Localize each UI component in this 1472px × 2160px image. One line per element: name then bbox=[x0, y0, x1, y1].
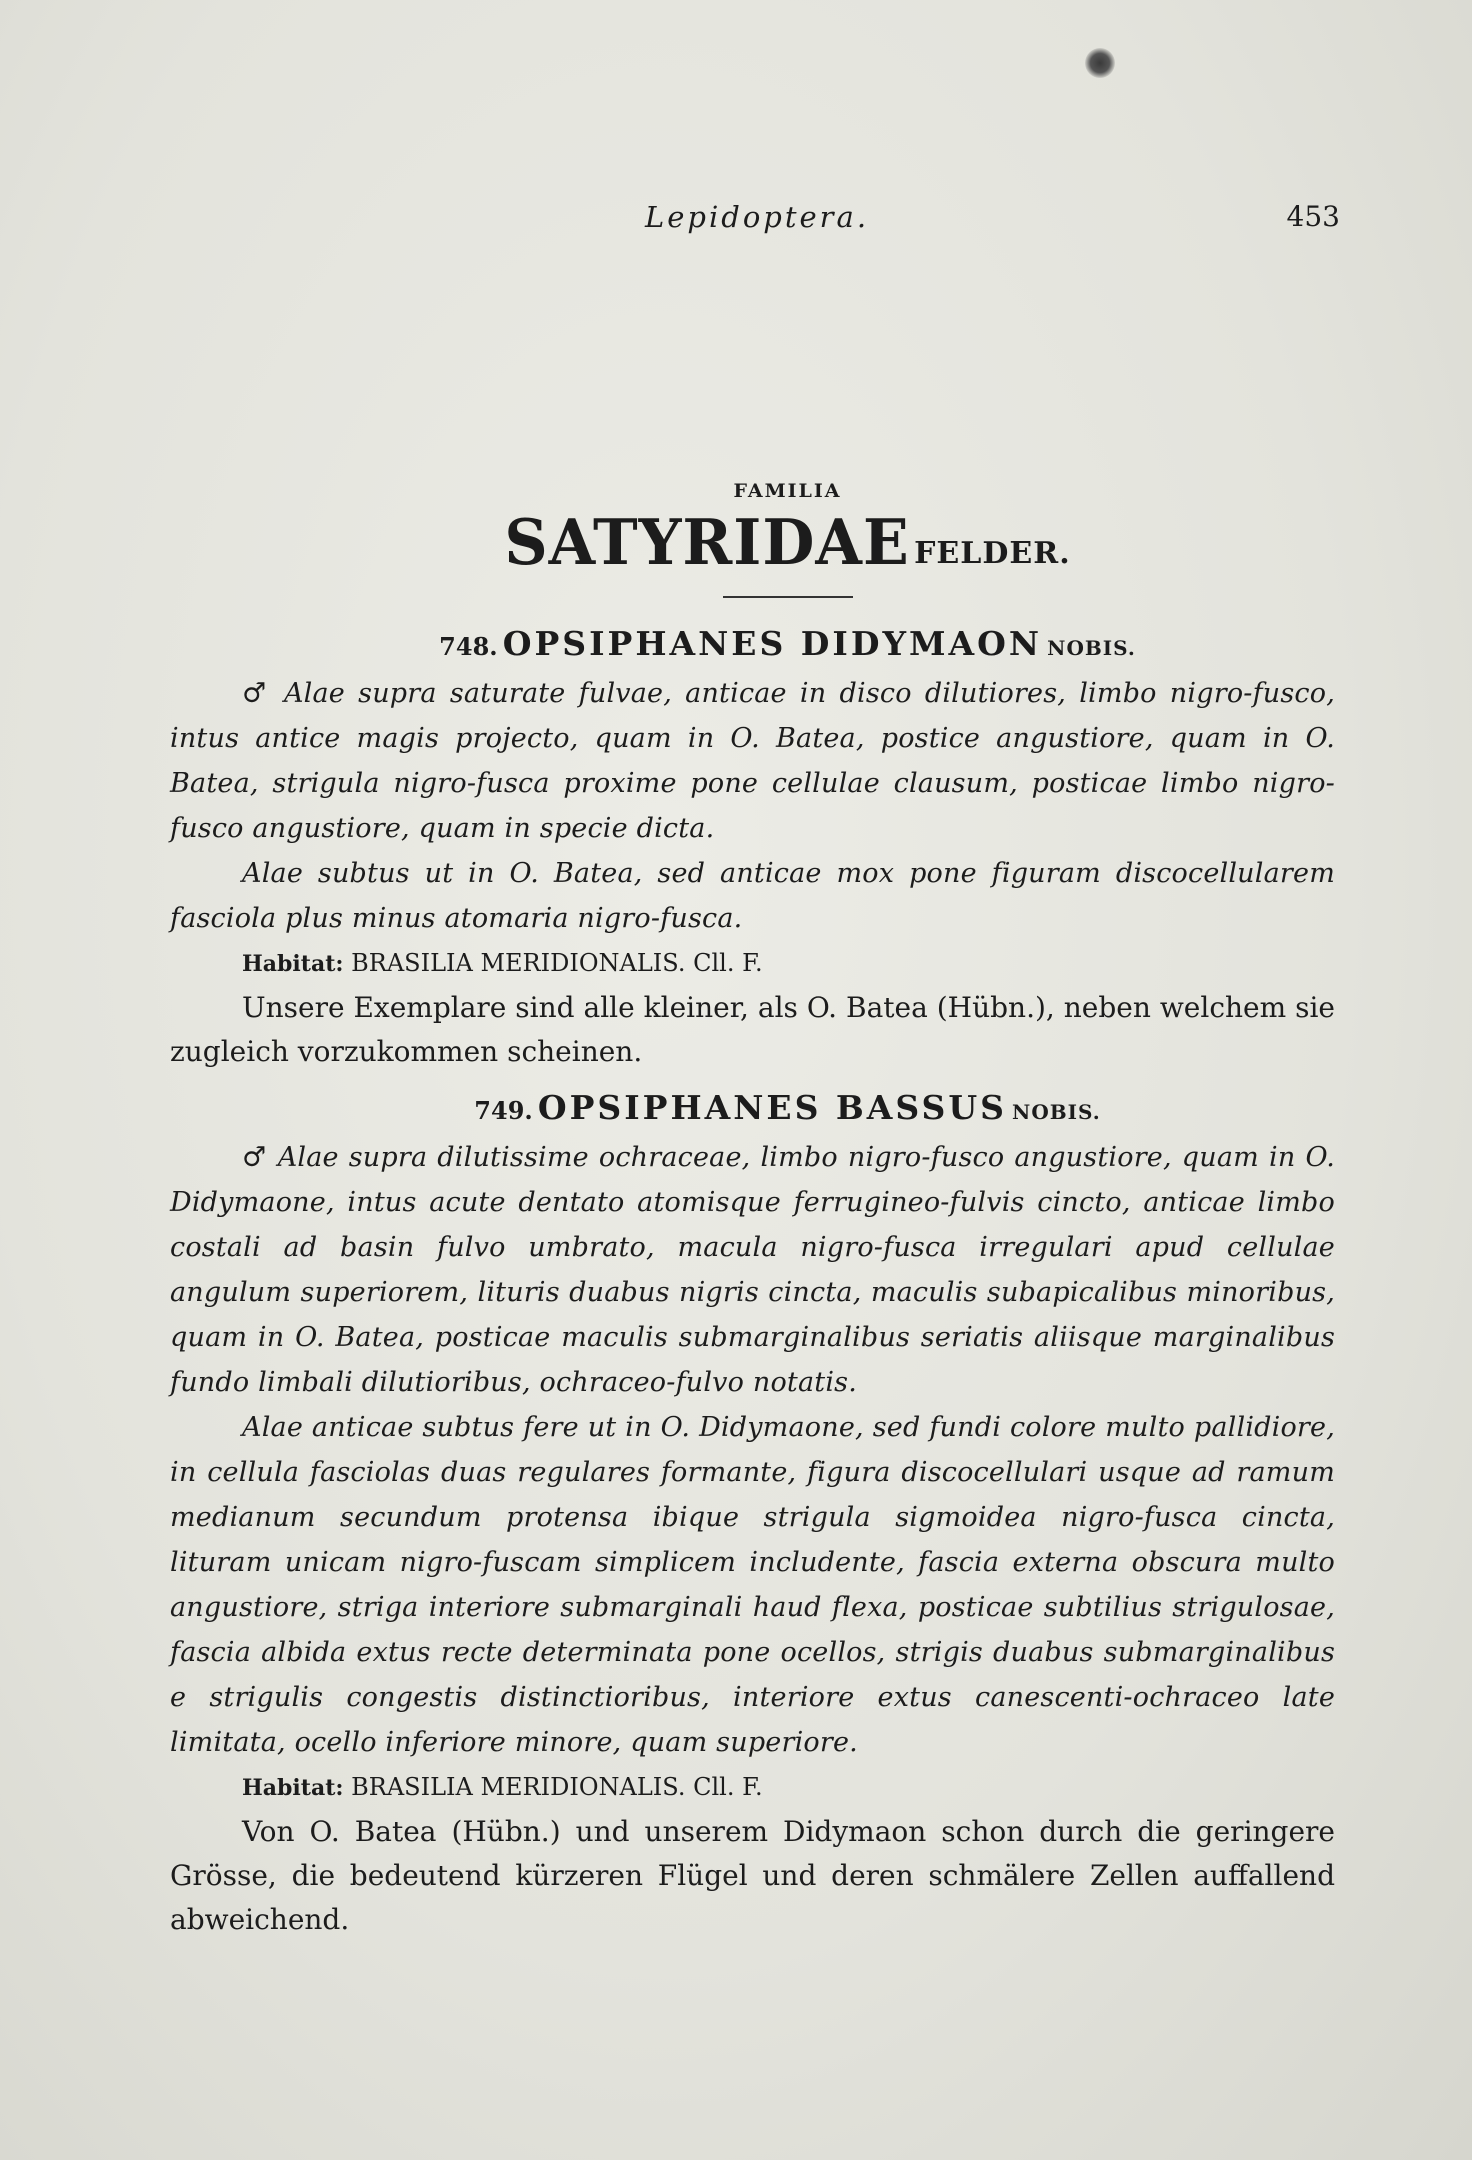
body-text bbox=[170, 480, 1335, 1942]
species-note: Unsere Exemplare sind alle kleiner, als O. Batea (Hübn.), neben welchem sie zugleich vorzukommen scheinen. bbox=[170, 991, 1335, 1068]
page-number: 453 bbox=[1286, 200, 1340, 233]
species-heading bbox=[240, 1088, 1335, 1127]
species-number: 748. bbox=[439, 632, 498, 661]
species-description-underside: Alae subtus ut in O. Batea, sed anticae mox pone figuram discocellularem fasciola plus minus atomaria nigro-fusca. bbox=[170, 858, 1335, 934]
divider-rule bbox=[723, 596, 853, 598]
species-description-underside: Alae anticae subtus fere ut in O. Didymaone, sed fundi colore multo pallidiore, in cellula fasciolas duas regulares formante, figura discocellulari usque ad ramum medianum secundum protensa ibique strigula sigmoidea nigro-fusca cincta, lituram unicam nigro-fuscam simplicem includente, fascia externa obscura multo angustiore, striga interiore submarginali haud flexa, posticae subtilius strigulosae, fascia albida extus recte determinata pone ocellos, strigis duabus submarginalibus e strigulis congestis distinctioribus, interiore extus canescenti-ochraceo late limitata, ocello inferiore minore, quam superiore. bbox=[170, 1412, 1335, 1758]
running-head bbox=[170, 200, 1340, 250]
species-author: NOBIS. bbox=[1012, 1100, 1101, 1124]
habitat-value: BRASILIA MERIDIONALIS. Cll. F. bbox=[351, 1773, 763, 1801]
family-name: SATYRIDAE bbox=[504, 506, 910, 580]
running-head-title: Lepidoptera. bbox=[645, 200, 870, 234]
ink-blot bbox=[1085, 48, 1115, 78]
family-author: FELDER. bbox=[914, 536, 1071, 571]
species-note: Von O. Batea (Hübn.) und unserem Didymaon schon durch die geringere Grösse, die bedeutend kürzeren Flügel und deren schmälere Zellen auffallend abweichend. bbox=[170, 1815, 1335, 1936]
species-heading bbox=[240, 624, 1335, 663]
habitat-label: Habitat: bbox=[242, 1775, 344, 1801]
species-author: NOBIS. bbox=[1047, 636, 1136, 660]
species-description-upperside: ♂ Alae supra saturate fulvae, anticae in disco dilutiores, limbo nigro-fusco, intus antice magis projecto, quam in O. Batea, postice angustiore, quam in O. Batea, strigula nigro-fusca proxime pone cellulae clausum, posticae limbo nigro-fusco angustiore, quam in specie dicta. bbox=[170, 678, 1335, 844]
species-name: OPSIPHANES BASSUS bbox=[537, 1088, 1007, 1127]
familia-label: FAMILIA bbox=[733, 480, 842, 502]
habitat-label: Habitat: bbox=[242, 951, 344, 977]
species-name: OPSIPHANES DIDYMAON bbox=[502, 624, 1043, 663]
species-habitat bbox=[242, 1765, 1335, 1810]
species-number: 749. bbox=[474, 1096, 533, 1125]
species-description-upperside: ♂ Alae supra dilutissime ochraceae, limbo nigro-fusco angustiore, quam in O. Didymaone, intus acute dentato atomisque ferrugineo-fulvis cincto, anticae limbo costali ad basin fulvo umbrato, macula nigro-fusca irregulari apud cellulae angulum superiorem, lituris duabus nigris cincta, maculis subapicalibus minoribus, quam in O. Batea, posticae maculis submarginalibus seriatis aliisque marginalibus fundo limbali dilutioribus, ochraceo-fulvo notatis. bbox=[170, 1142, 1335, 1398]
habitat-value: BRASILIA MERIDIONALIS. Cll. F. bbox=[351, 949, 763, 977]
family-title bbox=[240, 508, 1335, 578]
species-habitat bbox=[242, 941, 1335, 986]
